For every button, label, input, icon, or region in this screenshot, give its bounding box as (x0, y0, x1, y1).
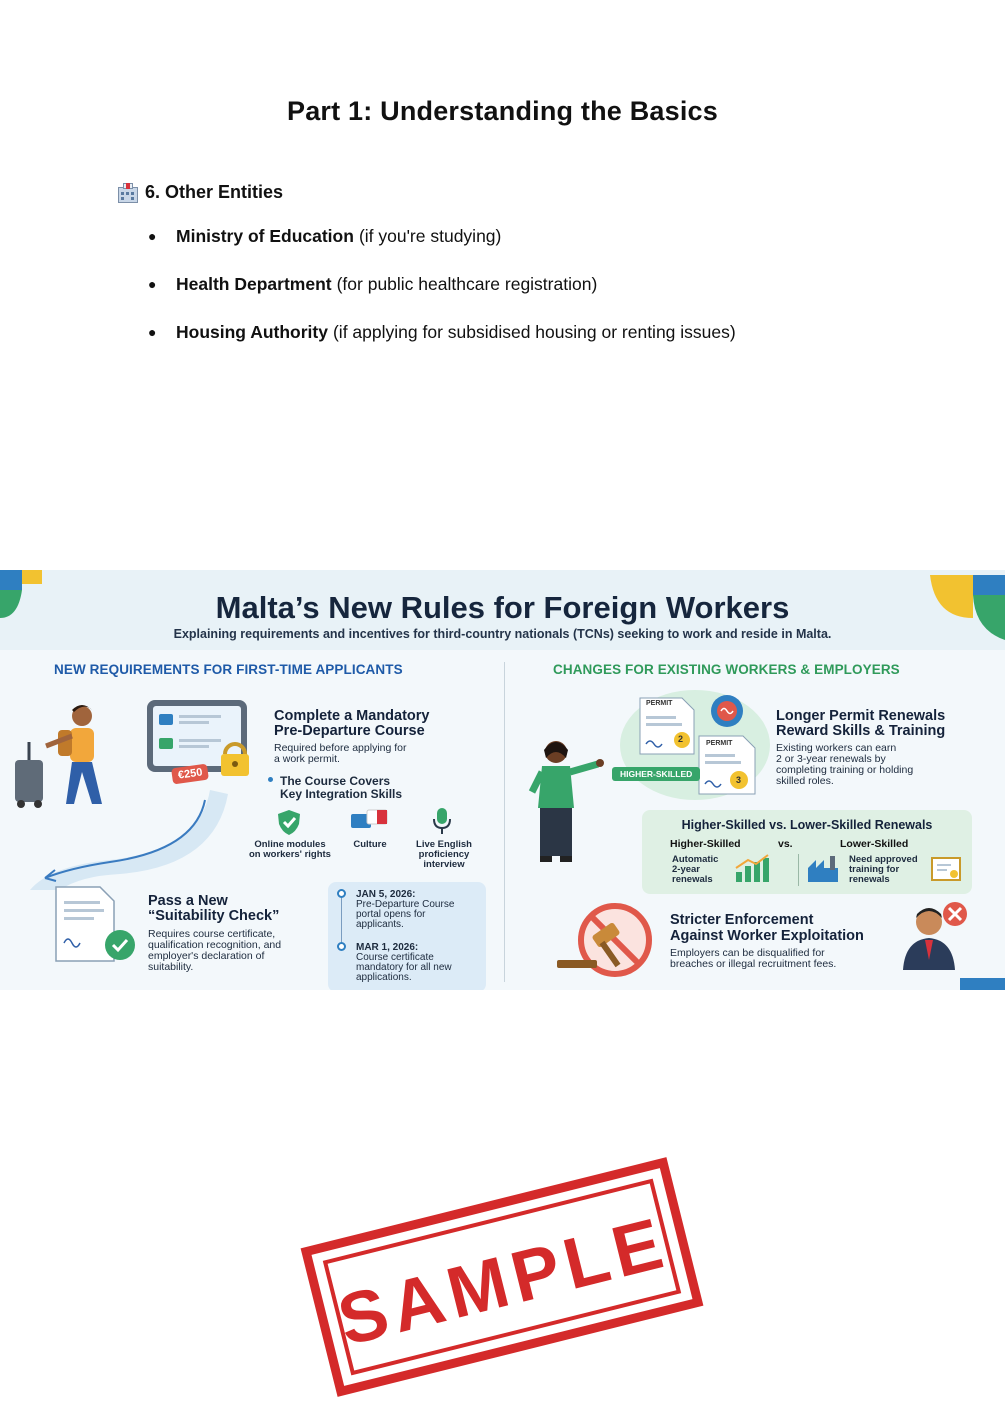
bullet-icon: ● (148, 228, 157, 244)
higher-desc: Automatic (672, 854, 719, 865)
entity-name: Ministry of Education (176, 226, 354, 246)
permit-label: PERMIT (646, 700, 673, 707)
course-title-line1: Complete a Mandatory (274, 708, 430, 724)
hospital-icon (117, 183, 139, 203)
entity-note: (for public healthcare registration) (336, 274, 598, 294)
suitability-desc-line2: qualification recognition, and (148, 939, 282, 951)
certificate-check-icon (52, 885, 142, 965)
lower-skilled-label: Lower-Skilled (840, 838, 909, 850)
entity-note: (if applying for subsidised housing or renting issues) (332, 322, 736, 342)
timeline-text: Pre-Departure Course (356, 899, 455, 910)
covers-bullet (268, 777, 273, 782)
infographic (0, 570, 1005, 990)
comparison-title: Higher-Skilled vs. Lower-Skilled Renewals (681, 818, 933, 832)
entity-note: (if you're studying) (358, 226, 502, 246)
bullet-icon: ● (148, 276, 157, 292)
renewals-desc-line2: 2 or 3-year renewals by (776, 753, 886, 765)
flags-icon (349, 808, 389, 834)
training-certificate-icon (930, 856, 962, 884)
bullet-icon: ● (148, 324, 157, 340)
comparison-divider (798, 854, 799, 886)
renewals-title-line1: Longer Permit Renewals (776, 708, 946, 724)
infographic-title: Malta’s New Rules for Foreign Workers (215, 590, 790, 625)
timeline-text: applications. (356, 972, 412, 983)
medal-2-label: 2 (678, 734, 684, 744)
lower-desc: renewals (849, 874, 890, 885)
arrow-path (0, 780, 230, 900)
higher-skilled-label: Higher-Skilled (670, 838, 741, 850)
medal-3-label: 3 (736, 775, 742, 785)
enforcement-title-line1: Stricter Enforcement (670, 912, 814, 928)
left-column-heading: NEW REQUIREMENTS FOR FIRST-TIME APPLICANTS (54, 662, 403, 677)
corner-decoration-bottom (960, 970, 1005, 990)
timeline-text: applicants. (356, 919, 404, 930)
course-desc-line2: a work permit. (274, 753, 340, 765)
renewals-desc-line3: completing training or holding (776, 764, 914, 776)
list-item (148, 322, 736, 370)
businesswoman-icon (522, 738, 607, 866)
section-heading-text: 6. Other Entities (145, 182, 284, 202)
higher-desc: renewals (672, 874, 713, 885)
list-item (148, 226, 736, 274)
course-title-line2: Pre-Departure Course (274, 723, 425, 739)
list-item (148, 274, 736, 322)
page-title: Part 1: Understanding the Basics (286, 96, 718, 126)
vs-label: vs. (778, 838, 793, 850)
timeline-text: portal opens for (356, 909, 426, 920)
timeline-box (328, 882, 486, 990)
entity-name: Housing Authority (176, 322, 328, 342)
entity-name: Health Department (176, 274, 332, 294)
skill-label: Online modules on workers' rights (249, 839, 331, 860)
shield-check-icon (276, 808, 302, 836)
infographic-subtitle: Explaining requirements and incentives for third-country nationals (TCNs) seeking to work and reside in Malta. (173, 627, 832, 641)
growth-chart-icon (734, 854, 770, 884)
higher-skilled-badge: HIGHER-SKILLED (612, 767, 700, 781)
section-heading (117, 182, 283, 203)
suitability-desc-line1: Requires course certificate, (148, 928, 276, 940)
enforcement-title-line2: Against Worker Exploitation (670, 928, 864, 944)
skill-label: Live English proficiency interview (416, 839, 472, 870)
no-gavel-icon (553, 900, 663, 980)
course-desc-line1: Required before applying for (274, 742, 407, 754)
lower-desc: Need approved (849, 854, 918, 865)
covers-line1: The Course Covers (280, 774, 391, 788)
stamp-text: SAMPLE (330, 1202, 676, 1362)
tablet-course-icon (145, 698, 273, 788)
renewals-desc-line4: skilled roles. (776, 775, 834, 787)
enforcement-desc-line1: Employers can be disqualified for (670, 947, 825, 959)
renewals-desc-line1: Existing workers can earn (776, 742, 897, 754)
higher-desc: 2-year (672, 864, 700, 875)
permit-label: PERMIT (706, 740, 733, 747)
skill-label: Culture (353, 839, 387, 850)
comparison-box (642, 810, 972, 894)
renewals-title-line2: Reward Skills & Training (776, 723, 946, 739)
lower-desc: training for (849, 864, 900, 875)
timeline-date: MAR 1, 2026: (356, 942, 419, 953)
timeline-dot (337, 889, 346, 898)
timeline-dot (337, 942, 346, 951)
right-column-heading: CHANGES FOR EXISTING WORKERS & EMPLOYERS (553, 662, 900, 677)
timeline-text: Course certificate (356, 952, 434, 963)
microphone-icon (431, 806, 453, 836)
suitability-desc-line4: suitability. (148, 961, 194, 973)
covers-line2: Key Integration Skills (280, 787, 403, 801)
suitability-desc-line3: employer's declaration of (148, 950, 265, 962)
factory-icon (806, 854, 840, 884)
employer-disqualified-icon (893, 900, 978, 970)
entities-list (148, 226, 736, 370)
gear-brain-icon (708, 692, 746, 730)
enforcement-desc-line2: breaches or illegal recruitment fees. (670, 958, 837, 970)
suitability-title-line2: “Suitability Check” (148, 908, 280, 924)
column-divider (504, 662, 505, 982)
price-tag: €250 (171, 764, 209, 785)
timeline-text: mandatory for all new (356, 962, 452, 973)
timeline-date: JAN 5, 2026: (356, 889, 416, 900)
suitability-title-line1: Pass a New (148, 893, 228, 909)
